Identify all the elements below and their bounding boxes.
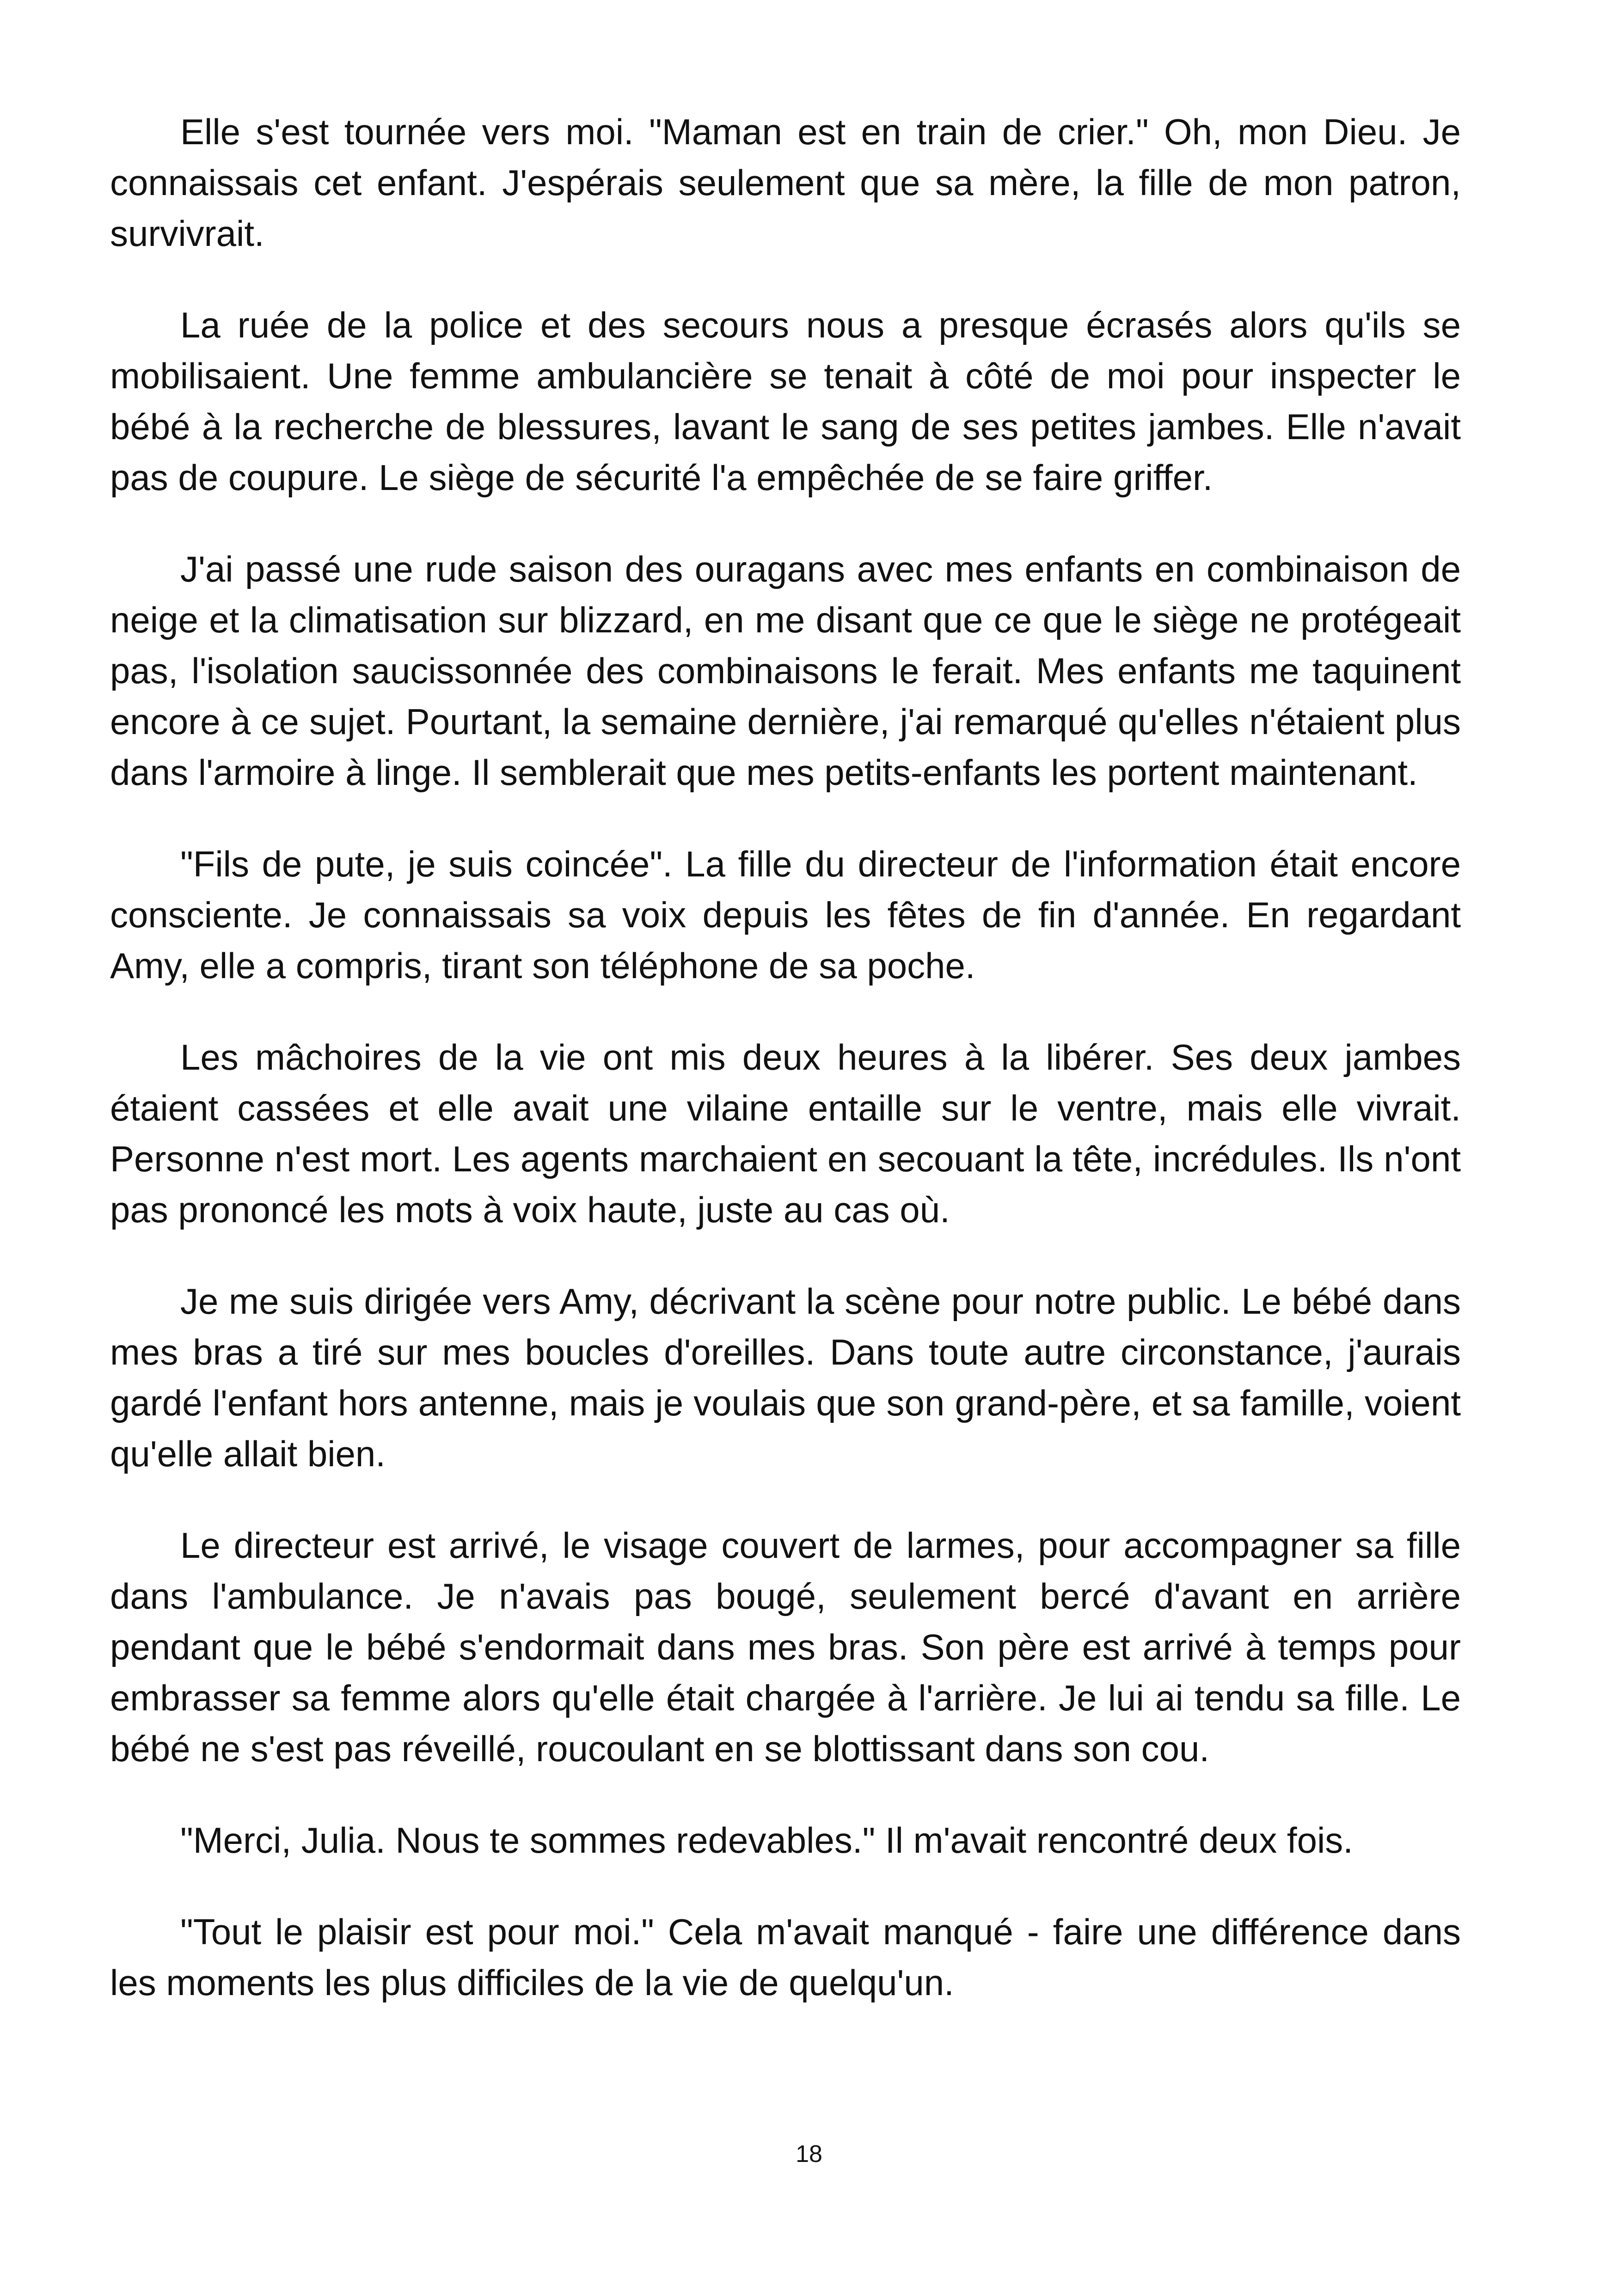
paragraph: "Merci, Julia. Nous te sommes redevables." Il m'avait rencontré deux fois. — [180, 1820, 1353, 1861]
paragraph: La ruée de la police et des secours nous a presque écrasés alors qu'ils se mobilisaient. Une femme ambulancière se tenait à côté de moi pour inspecter le bébé à la recherche de blessures, lavant le sang de ses petites jambes. Elle n'avait pas de coupure. Le siège de sécurité l'a empêchée de se faire griffer. — [110, 305, 1461, 498]
paragraph: Les mâchoires de la vie ont mis deux heures à la libérer. Ses deux jambes étaient cassées et elle avait une vilaine entaille sur le ventre, mais elle vivrait. Personne n'est mort. Les agents marchaient en secouant la tête, incrédules. Ils n'ont pas prononcé les mots à voix haute, juste au cas où. — [110, 1037, 1461, 1230]
page-number: 18 — [796, 2141, 822, 2167]
body-text — [110, 106, 1461, 2049]
paragraph: Le directeur est arrivé, le visage couvert de larmes, pour accompagner sa fille dans l'ambulance. Je n'avais pas bougé, seulement bercé d'avant en arrière pendant que le bébé s'endormait dans mes bras. Son père est arrivé à temps pour embrasser sa femme alors qu'elle était chargée à l'arrière. Je lui ai tendu sa fille. Le bébé ne s'est pas réveillé, roucoulant en se blottissant dans son cou. — [110, 1525, 1461, 1769]
paragraph: Je me suis dirigée vers Amy, décrivant la scène pour notre public. Le bébé dans mes bras a tiré sur mes boucles d'oreilles. Dans toute autre circonstance, j'aurais gardé l'enfant hors antenne, mais je voulais que son grand-père, et sa famille, voient qu'elle allait bien. — [110, 1281, 1461, 1474]
paragraph: Elle s'est tournée vers moi. "Maman est en train de crier." Oh, mon Dieu. Je connaissais cet enfant. J'espérais seulement que sa mère, la fille de mon patron, survivrait. — [110, 111, 1461, 254]
paragraph: J'ai passé une rude saison des ouragans avec mes enfants en combinaison de neige et la climatisation sur blizzard, en me disant que ce que le siège ne protégeait pas, l'isolation saucissonnée des combinaisons le ferait. Mes enfants me taquinent encore à ce sujet. Pourtant, la semaine dernière, j'ai remarqué qu'elles n'étaient plus dans l'armoire à linge. Il semblerait que mes petits-enfants les portent maintenant. — [110, 549, 1461, 793]
paragraph: "Tout le plaisir est pour moi." Cela m'avait manqué - faire une différence dans les moments les plus difficiles de la vie de quelqu'un. — [110, 1911, 1461, 2003]
paragraph: "Fils de pute, je suis coincée". La fille du directeur de l'information était encore consciente. Je connaissais sa voix depuis les fêtes de fin d'année. En regardant Amy, elle a compris, tirant son téléphone de sa poche. — [110, 844, 1461, 986]
